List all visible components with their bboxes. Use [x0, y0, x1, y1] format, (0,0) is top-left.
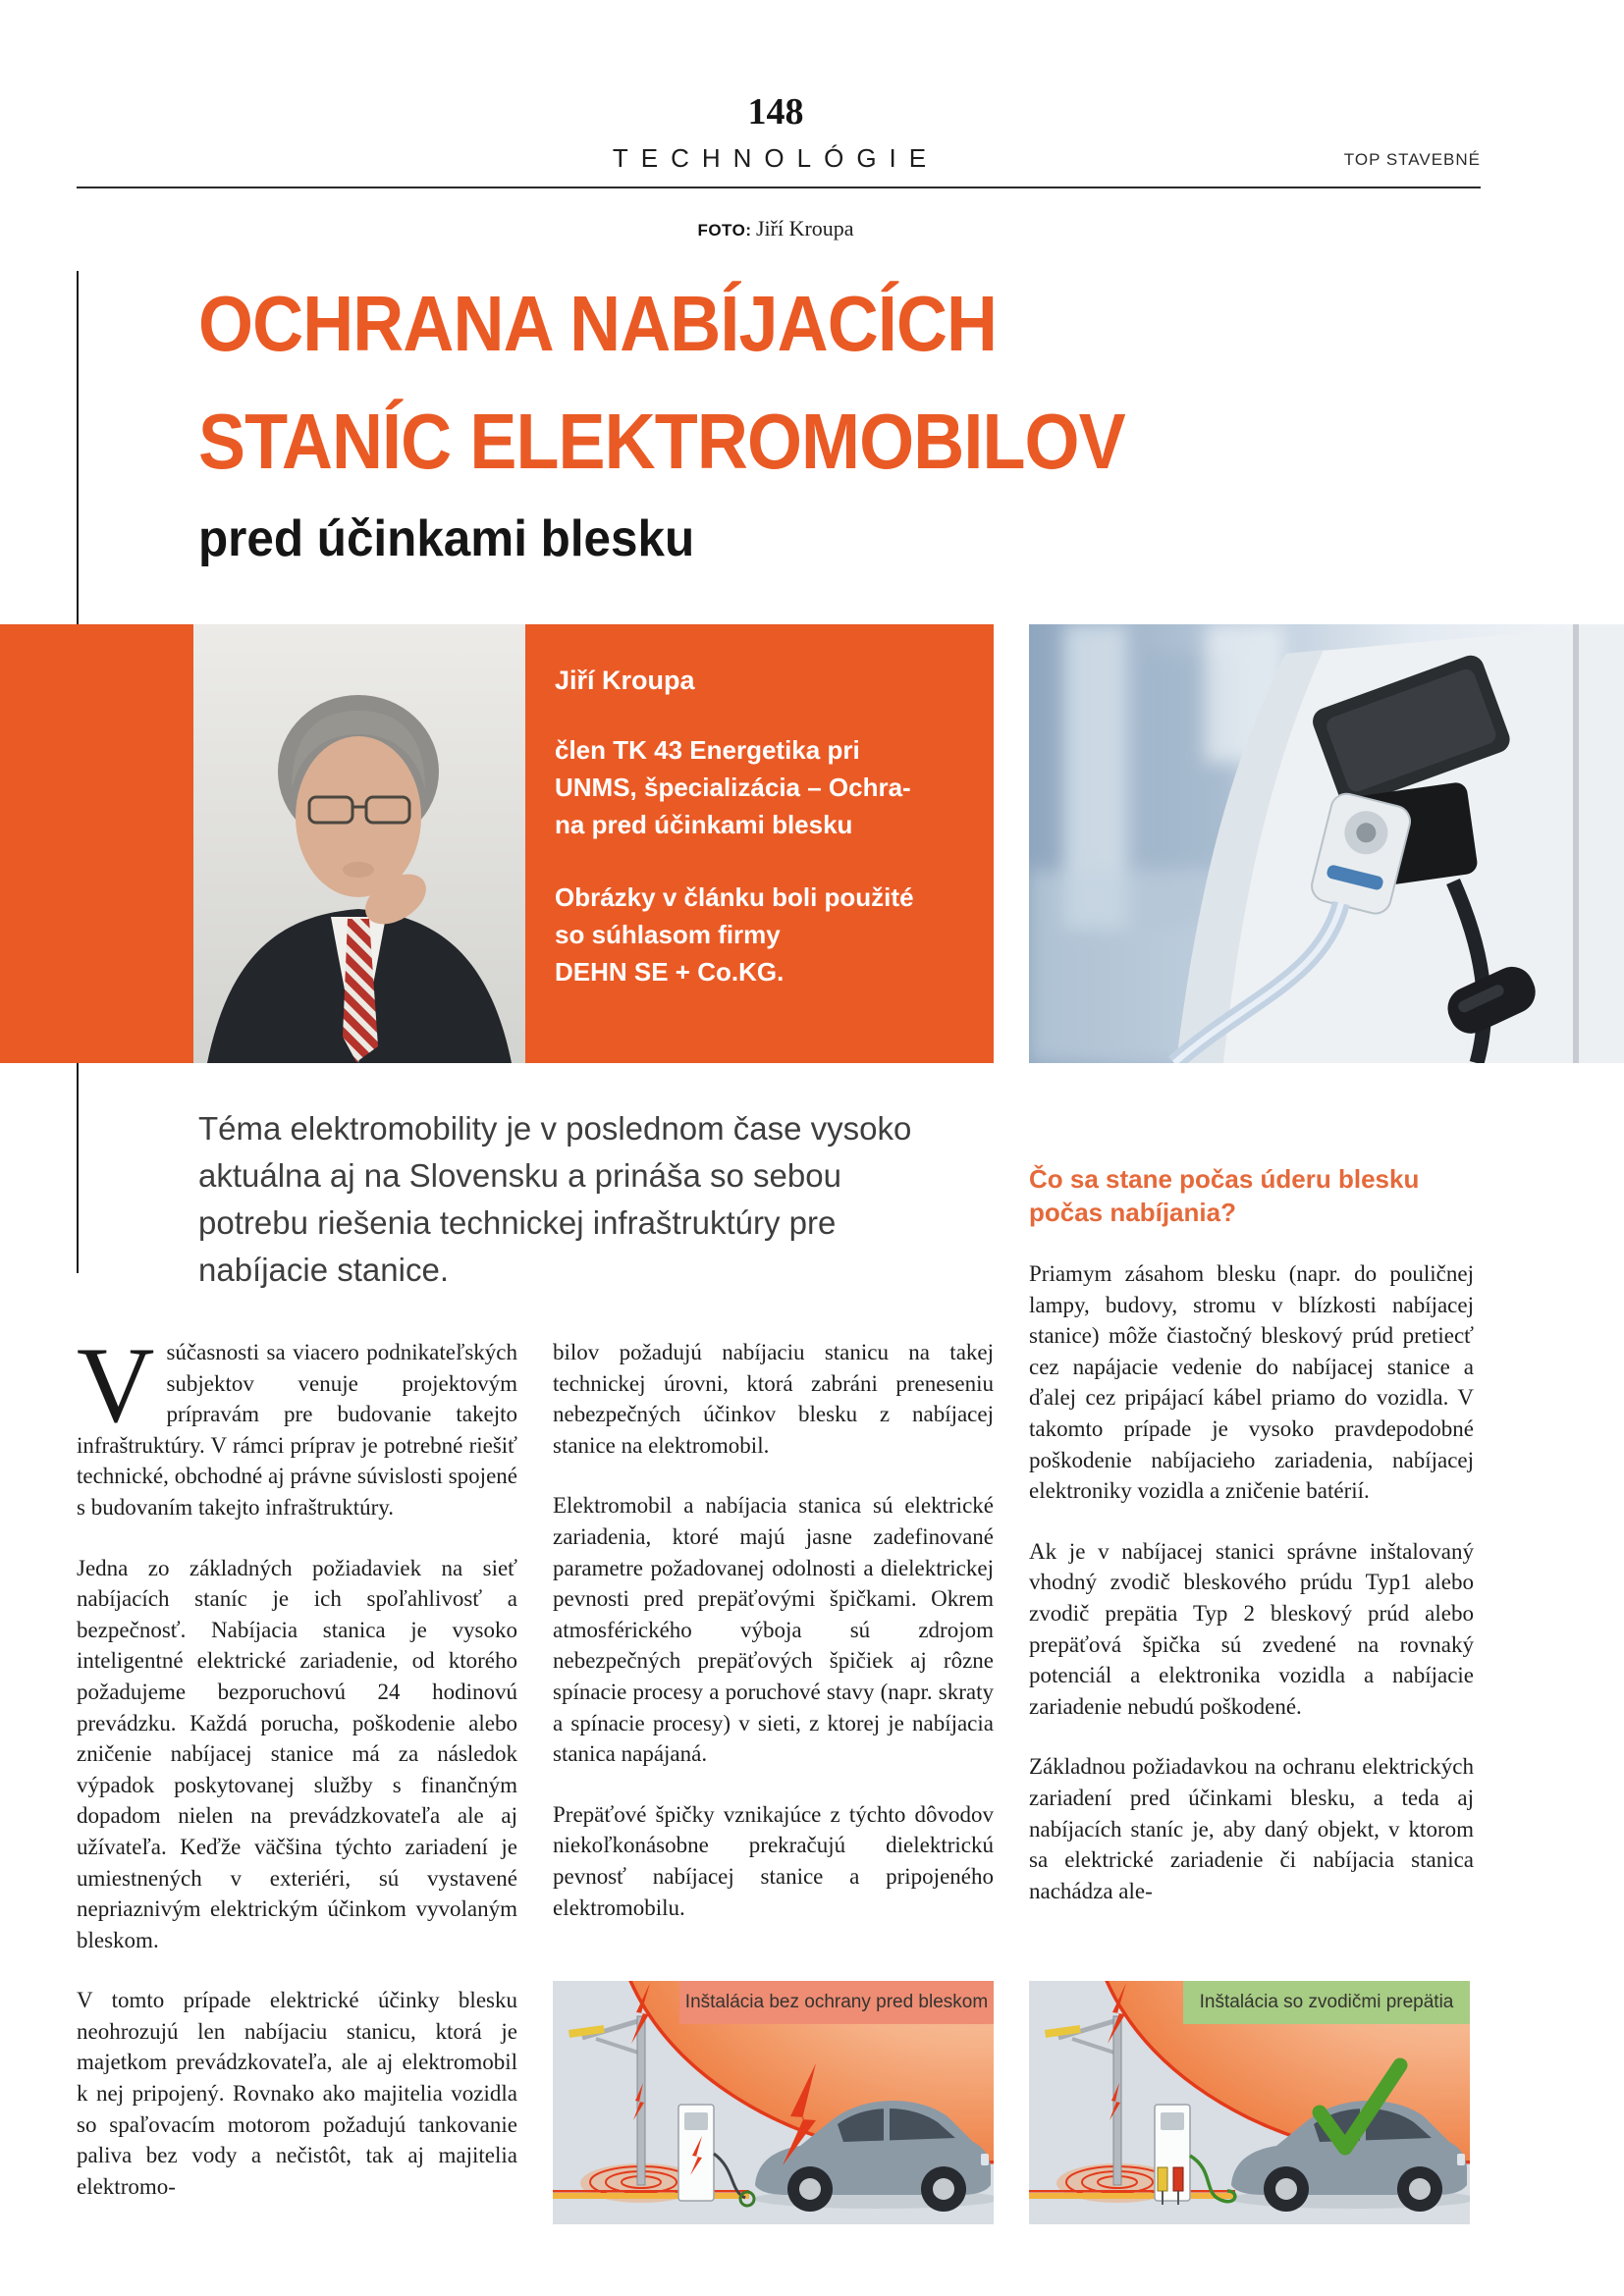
author-box — [525, 624, 994, 1063]
image-credit-line: DEHN SE + Co.KG. — [555, 957, 785, 987]
photo-credit-label: FOTO: — [697, 221, 752, 240]
paragraph-text: súčasnosti sa viacero podnikateľských subjektov venuje projektovým prípravám pre budovanie takejto infraštruktúry. V rámci príprav je potrebné riešiť technické, obchodné aj právne súvislosti spojené s budovaním takejto infraštruktúry. — [77, 1340, 517, 1520]
drop-cap: V — [77, 1325, 155, 1445]
author-role-line: člen TK 43 Energetika pri — [555, 735, 860, 765]
left-rule-top — [77, 271, 79, 624]
image-credit-line: Obrázky v článku boli použité — [555, 882, 914, 912]
page-number: 148 — [747, 91, 804, 133]
section-heading: Čo sa stane počas úderu blesku počas nabíjania? — [1029, 1164, 1420, 1227]
body-paragraph: bilov požadujú nabíjaciu stanicu na takej technickej úrovni, ktorá zabráni preneseniu nebezpečných účinkov blesku z nabíjacej stanice na elektromobil. — [553, 1340, 994, 1458]
body-paragraph — [77, 1325, 517, 1523]
figure-2 — [1029, 1981, 1470, 2224]
body-paragraph: Prepäťové špičky vznikajúce z týchto dôvodov niekoľkonásobne prekračujú dielektrickú pevnosť nabíjacej stanice a pripojeného elektromobilu. — [553, 1801, 994, 1920]
section-title: TECHNOLÓGIE — [612, 143, 940, 173]
left-rule-bottom — [77, 1063, 79, 1273]
image-credit-line: so súhlasom firmy — [555, 920, 781, 949]
body-paragraph: Priamym zásahom blesku (napr. do pouličnej lampy, budovy, stromu v blízkosti nabíjacej stanice) môže čiastočný bleskový prúd pretiecť cez napájacie vedenie do nabíjacej stanice a ďalej cez pripájací kábel priamo do vozidla. V takomto prípade je vysoko pravdepodobné poškodenie nabíjacieho zariadenia, nabíjacej elektroniky vozidla a zničenie batérií. — [1029, 1261, 1474, 1504]
author-portrait-illustration — [193, 624, 525, 1063]
lead-paragraph: Téma elektromobility je v poslednom čase vysoko aktuálna aj na Slovensku a prináša so sebou potrebu riešenia technickej infraštruktúry pre nabíjacie stanice. — [198, 1110, 912, 1288]
figure-1-caption: Inštalácia bez ochrany pred bleskom — [679, 1981, 994, 2024]
article-title — [198, 265, 1228, 569]
author-name: Jiří Kroupa — [555, 666, 695, 695]
author-photo — [193, 624, 525, 1063]
author-role-line: na pred účinkami blesku — [555, 810, 853, 839]
author-role-line: UNMS, špecializácia – Ochra- — [555, 773, 911, 802]
photo-credit-name: Jiří Kroupa — [755, 216, 854, 240]
figure-2-caption: Inštalácia so zvodičmi prepätia — [1183, 1981, 1470, 2024]
ev-charging-illustration — [1029, 624, 1624, 1063]
image-credit — [555, 879, 964, 990]
author-role — [555, 731, 964, 843]
body-paragraph: V tomto prípade elektrické účinky blesku neohrozujú len nabíjaciu stanicu, ktorá je majetkom prevádzkovateľa, ale aj elektromobil k nej pripojený. Rovnako ako majitelia vozidla so spaľovacím motorom požadujú tankovanie paliva bez vody a nečistôt, tak aj majitelia elektromo- — [77, 1988, 517, 2199]
body-paragraph: Jedna zo základných požiadaviek na sieť nabíjacích staníc je ich spoľahlivosť a bezpečnosť. Nabíjacia stanica je vysoko inteligentné elektrické zariadenie, od ktorého požadujeme bezporuchovú 24 hodinovú prevádzku. Každá porucha, poškodenie alebo zničenie nabíjacej stanice má za následok výpadok poskytovanej služby s finančným dopadom nielen na prevádzkovateľa ale aj užívateľa. Keďže väčšina týchto zariadení je umiestnených v exteriéri, sú vystavené nepriaznivým elektrickým účinkom vyvolaným bleskom. — [77, 1555, 517, 1952]
title-line-1: OCHRANA NABÍJACÍCH — [198, 280, 998, 367]
body-paragraph: Ak je v nabíjacej stanici správne inštalovaný vhodný zvodič bleskového prúdu Typ1 alebo zvodič prepätia Typ 2 bleskový prúd alebo prepäťová špička sú zvedené na rovnaký potenciál a elektronika vozidla a nabíjacie zariadenie nebudú poškodené. — [1029, 1538, 1474, 1719]
title-subtitle: pred účinkami blesku — [198, 510, 695, 567]
photo-credit — [198, 216, 1353, 241]
body-paragraph: Elektromobil a nabíjacia stanica sú elektrické zariadenia, ktoré majú jasne zadefinované parametre požadovanej odolnosti a dielektrickej pevnosti pred prepäťovými špičkami. Okrem atmosférického výboja sú zdrojom nebezpečných prepäťových špičiek aj rôzne spínacie procesy a poruchové stavy (napr. skraty a spínacie procesy) v sieti, z ktorej je nabíjacia stanica napájaná. — [553, 1493, 994, 1767]
figure-1 — [553, 1981, 994, 2224]
hero-band — [0, 624, 1624, 1063]
column-3 — [1029, 1162, 1474, 1936]
column-2 — [553, 1337, 994, 1952]
ev-charging-photo — [1029, 624, 1624, 1063]
body-paragraph: Základnou požiadavkou na ochranu elektrických zariadení pred účinkami blesku, a teda aj nabíjacích staníc je, aby daný objekt, v ktorom sa elektrické zariadenie či nabíjacia stanica nachádza ale- — [1029, 1754, 1474, 1903]
accent-strip — [0, 624, 193, 1063]
title-line-2: STANÍC ELEKTROMOBILOV — [198, 398, 1125, 485]
header-rule — [77, 187, 1481, 188]
edition-label: TOP STAVEBNÉ — [1343, 150, 1481, 169]
column-1 — [77, 1325, 517, 2231]
